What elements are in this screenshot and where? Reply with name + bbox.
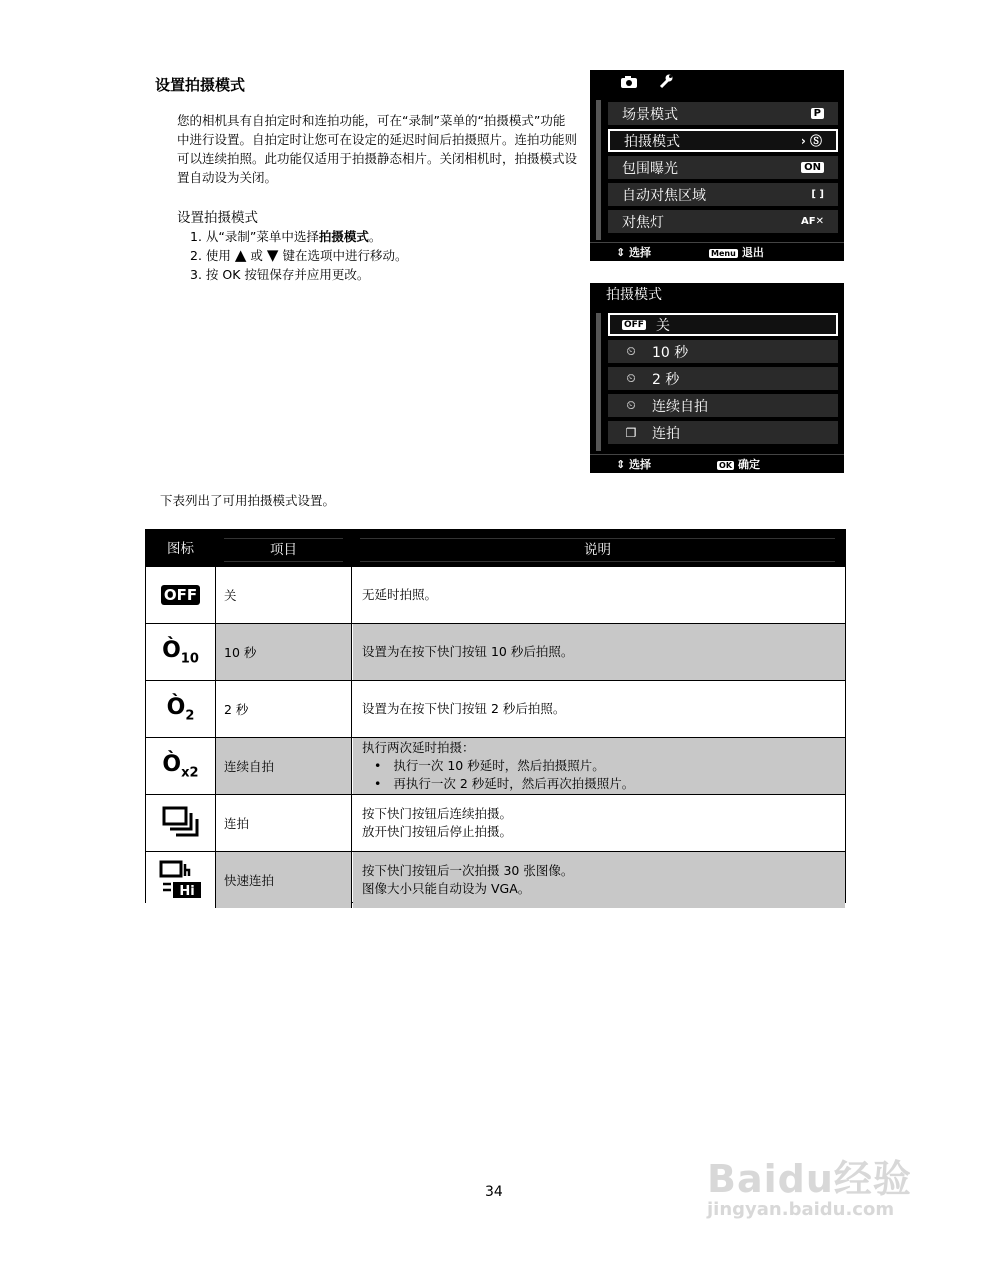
burst-icon: ❐	[625, 425, 637, 440]
down-arrow-icon: ▼	[266, 246, 279, 264]
header-description: 说明	[360, 538, 835, 562]
baidu-watermark-url: jingyan.baidu.com	[707, 1199, 895, 1220]
off-icon: OFF	[624, 319, 644, 330]
table-row: Hi 快速连拍 按下快门按钮后一次拍摄 30 张图像。 图像大小只能自动设为 VGA。	[146, 851, 845, 908]
page-title: 设置拍摄模式	[155, 76, 246, 94]
up-arrow-icon: ▲	[234, 246, 247, 264]
submenu-footer: ⇕ 选择 OK 确定	[590, 454, 844, 473]
menu-item-bracketing[interactable]: 包围曝光 ON	[608, 156, 838, 179]
drive-mode-submenu-screenshot	[590, 283, 844, 473]
baidu-watermark-logo: Baidu经验	[707, 1157, 912, 1201]
menu-item-scene-mode[interactable]: 场景模式 P	[608, 102, 838, 125]
option-off[interactable]: OFF 关	[608, 313, 838, 336]
menu-item-af-area[interactable]: 自动对焦区域 [ ]	[608, 183, 838, 206]
table-header	[146, 530, 845, 566]
step-1: 1. 从“录制”菜单中选择拍摄模式。	[190, 229, 382, 244]
submenu-title: 拍摄模式	[606, 287, 662, 303]
subheading: 设置拍摄模式	[177, 210, 258, 226]
intro-paragraph: 您的相机具有自拍定时和连拍功能，可在“录制”菜单的“拍摄模式”功能中进行设置。自拍定时让您可在设定的延迟时间后拍摄照片。连拍功能则可以连续拍照。此功能仅适用于拍摄静态相片。关闭相机时，拍摄模式设置自动设为关闭。	[177, 113, 578, 185]
timer-10s-icon: $Ò_{10}$	[162, 637, 199, 667]
menu-item-drive-mode[interactable]: 拍摄模式 › Ⓢ	[608, 129, 838, 152]
menu-item-af-lamp[interactable]: 对焦灯 AF✕	[608, 210, 838, 233]
menu-key-icon: Menu	[711, 249, 736, 258]
ok-key-icon: OK	[719, 461, 733, 470]
menu-tabs	[590, 70, 844, 96]
burst-icon	[158, 801, 204, 845]
header-item: 项目	[224, 538, 343, 562]
timer-double-icon: $Ò_{x2}$	[162, 751, 199, 781]
table-intro: 下表列出了可用拍摄模式设置。	[160, 493, 336, 508]
step-3: 3. 按 OK 按钮保存并应用更改。	[190, 267, 370, 282]
option-2s[interactable]: ⏲ 2 秒	[608, 367, 838, 390]
timer-2s-icon: $Ò_2$	[166, 694, 195, 724]
page-number: 34	[485, 1184, 503, 1200]
table-row: $Ò_2$ 2 秒 设置为在按下快门按钮 2 秒后拍照。	[146, 680, 845, 737]
option-burst[interactable]: ❐ 连拍	[608, 421, 838, 444]
steps-list	[190, 227, 407, 284]
timer-10s-icon: ⏲	[626, 344, 636, 358]
timer-double-icon: ⏲	[626, 398, 636, 412]
menu-footer: ⇕ 选择 Menu 退出	[590, 242, 844, 261]
table-row: 连拍 按下快门按钮后连续拍摄。 放开快门按钮后停止拍摄。	[146, 794, 845, 851]
svg-text:Hi: Hi	[178, 884, 195, 899]
table-row: $Ò_{x2}$ 连续自拍 执行两次延时拍摄： • 执行一次 10 秒延时，然后拍摄照片。 • 再执行一次 2 秒延时，然后再次拍摄照片。	[146, 737, 845, 794]
option-10s[interactable]: ⏲ 10 秒	[608, 340, 838, 363]
header-icon: 图标	[167, 541, 194, 557]
timer-2s-icon: ⏲	[626, 371, 636, 385]
table-row: $Ò_{10}$ 10 秒 设置为在按下快门按钮 10 秒后拍照。	[146, 623, 845, 680]
off-icon: OFF	[158, 573, 204, 617]
table-row: OFF 关 无延时拍照。	[146, 566, 845, 623]
record-menu-screenshot	[590, 70, 844, 261]
wrench-icon	[658, 73, 674, 93]
option-double[interactable]: ⏲ 连续自拍	[608, 394, 838, 417]
drive-mode-table	[145, 529, 846, 903]
high-speed-burst-icon	[158, 858, 204, 902]
step-2: 2. 使用 ▲ 或 ▼ 键在选项中进行移动。	[190, 246, 408, 264]
camera-icon	[620, 74, 638, 93]
